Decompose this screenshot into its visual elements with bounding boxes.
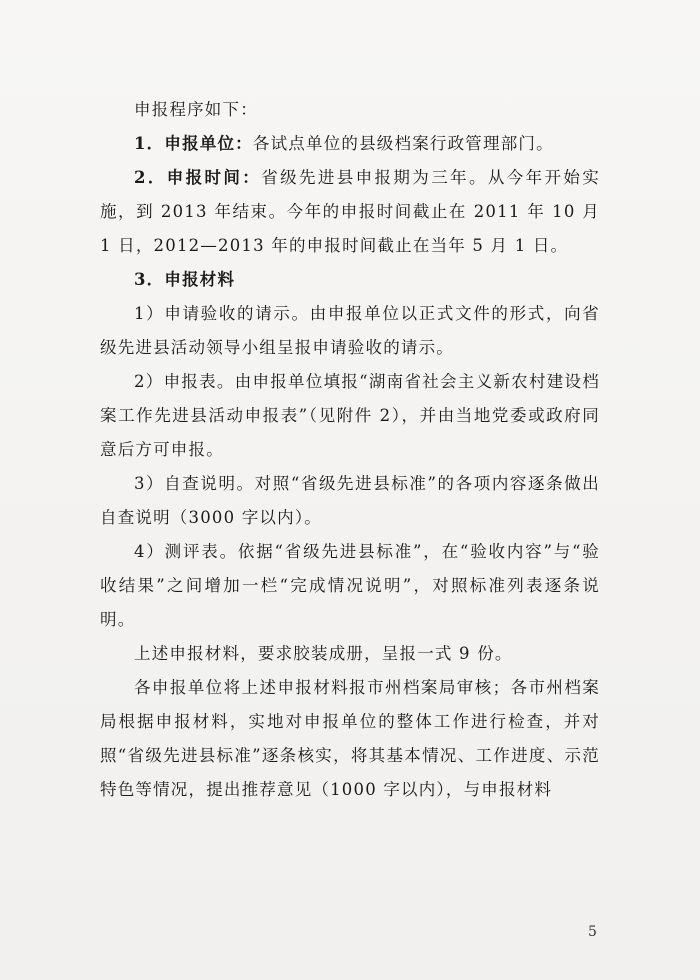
declaring-time-paragraph	[100, 161, 600, 263]
intro-paragraph	[100, 93, 600, 127]
material-item-1	[100, 297, 600, 365]
paragraph-text: 各试点单位的县级档案行政管理部门。	[252, 134, 554, 153]
paragraph-label: 1．申报单位：	[134, 134, 253, 153]
declaring-unit-paragraph	[100, 127, 600, 161]
paragraph-text: 4）测评表。依据“省级先进县标准”，在“验收内容”与“验收结果”之间增加一栏“完成情况说明”，对照标准列表逐条说明。	[100, 542, 600, 629]
document-body	[100, 93, 600, 807]
paragraph-label: 2．申报时间：	[134, 168, 262, 187]
page-number: 5	[588, 924, 597, 940]
declaring-materials-heading	[100, 263, 600, 297]
paragraph-label: 3．申报材料	[134, 270, 236, 289]
paragraph-text: 2）申报表。由申报单位填报“湖南省社会主义新农村建设档案工作先进县活动申报表”（见附件 2），并由当地党委或政府同意后方可申报。	[100, 372, 600, 459]
material-item-4	[100, 535, 600, 637]
paragraph-text: 上述申报材料，要求胶装成册，呈报一式 9 份。	[134, 644, 513, 663]
paragraph-text: 3）自查说明。对照“省级先进县标准”的各项内容逐条做出自查说明（3000 字以内）。	[100, 474, 600, 527]
paragraph-text: 各申报单位将上述申报材料报市州档案局审核；各市州档案局根据申报材料，实地对申报单位的整体工作进行检查，并对照“省级先进县标准”逐条核实，将其基本情况、工作进度、示范特色等情况，提出推荐意见（1000 字以内），与申报材料	[100, 678, 600, 799]
review-process-paragraph	[100, 671, 600, 807]
material-item-3	[100, 467, 600, 535]
paragraph-text: 省级先进县申报期为三年。从今年开始实施，到 2013 年结束。今年的申报时间截止在 2011 年 10 月 1 日，2012—2013 年的申报时间截止在当年 5 月 1 日。	[100, 168, 600, 255]
paragraph-text: 1）申请验收的请示。由申报单位以正式文件的形式，向省级先进县活动领导小组呈报申请验收的请示。	[100, 304, 600, 357]
material-item-2	[100, 365, 600, 467]
binding-requirement-paragraph	[100, 637, 600, 671]
paragraph-text: 申报程序如下：	[134, 100, 258, 119]
